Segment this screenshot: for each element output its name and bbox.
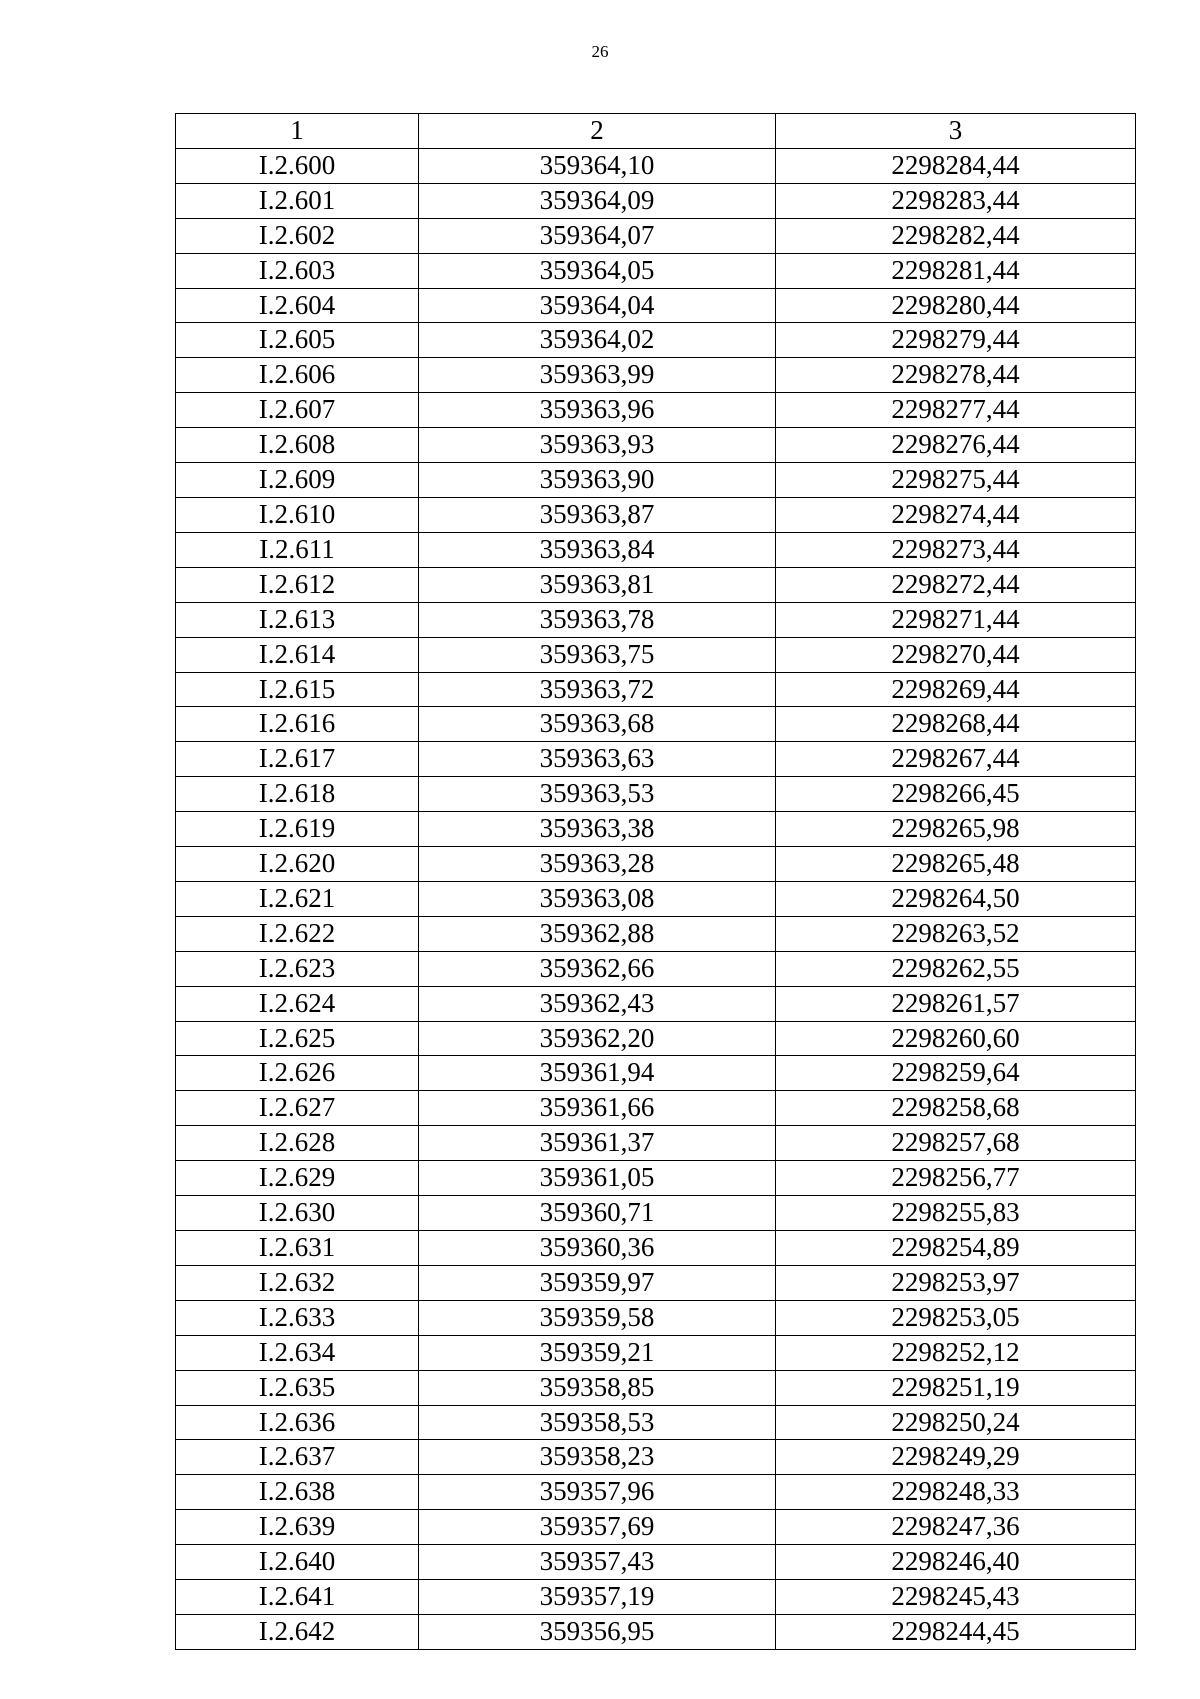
x-coordinate-cell: 359360,36 (419, 1231, 776, 1266)
x-coordinate-cell: 359362,66 (419, 951, 776, 986)
x-coordinate-cell: 359364,04 (419, 288, 776, 323)
y-coordinate-cell: 2298272,44 (776, 567, 1136, 602)
table-row (176, 986, 1136, 1021)
table-row (176, 881, 1136, 916)
point-id-cell: I.2.602 (176, 218, 419, 253)
table-row (176, 1161, 1136, 1196)
page-number: 26 (591, 42, 609, 61)
x-coordinate-cell: 359358,23 (419, 1440, 776, 1475)
column-header: 2 (419, 114, 776, 149)
point-id-cell: I.2.612 (176, 567, 419, 602)
column-header: 1 (176, 114, 419, 149)
y-coordinate-cell: 2298269,44 (776, 672, 1136, 707)
table-row (176, 1231, 1136, 1266)
table-row (176, 777, 1136, 812)
y-coordinate-cell: 2298257,68 (776, 1126, 1136, 1161)
x-coordinate-cell: 359364,10 (419, 148, 776, 183)
x-coordinate-cell: 359363,78 (419, 602, 776, 637)
point-id-cell: I.2.633 (176, 1300, 419, 1335)
point-id-cell: I.2.642 (176, 1614, 419, 1649)
point-id-cell: I.2.608 (176, 428, 419, 463)
table-row (176, 567, 1136, 602)
table-row (176, 1126, 1136, 1161)
x-coordinate-cell: 359364,05 (419, 253, 776, 288)
x-coordinate-cell: 359363,75 (419, 637, 776, 672)
x-coordinate-cell: 359363,72 (419, 672, 776, 707)
x-coordinate-cell: 359363,68 (419, 707, 776, 742)
y-coordinate-cell: 2298256,77 (776, 1161, 1136, 1196)
y-coordinate-cell: 2298264,50 (776, 881, 1136, 916)
table-row (176, 1196, 1136, 1231)
x-coordinate-cell: 359363,53 (419, 777, 776, 812)
point-id-cell: I.2.613 (176, 602, 419, 637)
table-row (176, 847, 1136, 882)
y-coordinate-cell: 2298244,45 (776, 1614, 1136, 1649)
point-id-cell: I.2.605 (176, 323, 419, 358)
point-id-cell: I.2.619 (176, 812, 419, 847)
table-row (176, 742, 1136, 777)
point-id-cell: I.2.625 (176, 1021, 419, 1056)
table-row (176, 1405, 1136, 1440)
y-coordinate-cell: 2298261,57 (776, 986, 1136, 1021)
table-row (176, 1335, 1136, 1370)
point-id-cell: I.2.610 (176, 497, 419, 532)
table-row (176, 497, 1136, 532)
x-coordinate-cell: 359362,20 (419, 1021, 776, 1056)
y-coordinate-cell: 2298266,45 (776, 777, 1136, 812)
point-id-cell: I.2.609 (176, 463, 419, 498)
point-id-cell: I.2.640 (176, 1545, 419, 1580)
table-row (176, 637, 1136, 672)
table-row (176, 1510, 1136, 1545)
table-row (176, 1580, 1136, 1615)
table-row (176, 1091, 1136, 1126)
table-row (176, 812, 1136, 847)
y-coordinate-cell: 2298253,97 (776, 1265, 1136, 1300)
x-coordinate-cell: 359364,02 (419, 323, 776, 358)
x-coordinate-cell: 359363,81 (419, 567, 776, 602)
x-coordinate-cell: 359362,43 (419, 986, 776, 1021)
table-body (176, 148, 1136, 1649)
point-id-cell: I.2.614 (176, 637, 419, 672)
x-coordinate-cell: 359361,66 (419, 1091, 776, 1126)
x-coordinate-cell: 359361,05 (419, 1161, 776, 1196)
coordinates-table (175, 113, 1136, 1650)
table-row (176, 1300, 1136, 1335)
table-row (176, 323, 1136, 358)
x-coordinate-cell: 359363,96 (419, 393, 776, 428)
y-coordinate-cell: 2298251,19 (776, 1370, 1136, 1405)
y-coordinate-cell: 2298282,44 (776, 218, 1136, 253)
point-id-cell: I.2.601 (176, 183, 419, 218)
y-coordinate-cell: 2298284,44 (776, 148, 1136, 183)
y-coordinate-cell: 2298248,33 (776, 1475, 1136, 1510)
x-coordinate-cell: 359364,09 (419, 183, 776, 218)
y-coordinate-cell: 2298252,12 (776, 1335, 1136, 1370)
point-id-cell: I.2.618 (176, 777, 419, 812)
y-coordinate-cell: 2298265,98 (776, 812, 1136, 847)
point-id-cell: I.2.604 (176, 288, 419, 323)
table-row (176, 1265, 1136, 1300)
table-row (176, 672, 1136, 707)
point-id-cell: I.2.606 (176, 358, 419, 393)
point-id-cell: I.2.628 (176, 1126, 419, 1161)
x-coordinate-cell: 359357,96 (419, 1475, 776, 1510)
point-id-cell: I.2.616 (176, 707, 419, 742)
point-id-cell: I.2.627 (176, 1091, 419, 1126)
table-row (176, 183, 1136, 218)
table-row (176, 393, 1136, 428)
x-coordinate-cell: 359364,07 (419, 218, 776, 253)
y-coordinate-cell: 2298283,44 (776, 183, 1136, 218)
table-row (176, 1440, 1136, 1475)
table-row (176, 707, 1136, 742)
x-coordinate-cell: 359357,69 (419, 1510, 776, 1545)
y-coordinate-cell: 2298254,89 (776, 1231, 1136, 1266)
y-coordinate-cell: 2298268,44 (776, 707, 1136, 742)
x-coordinate-cell: 359362,88 (419, 916, 776, 951)
y-coordinate-cell: 2298253,05 (776, 1300, 1136, 1335)
x-coordinate-cell: 359358,53 (419, 1405, 776, 1440)
x-coordinate-cell: 359357,43 (419, 1545, 776, 1580)
x-coordinate-cell: 359363,93 (419, 428, 776, 463)
point-id-cell: I.2.626 (176, 1056, 419, 1091)
y-coordinate-cell: 2298255,83 (776, 1196, 1136, 1231)
point-id-cell: I.2.636 (176, 1405, 419, 1440)
point-id-cell: I.2.617 (176, 742, 419, 777)
point-id-cell: I.2.607 (176, 393, 419, 428)
table-row (176, 1056, 1136, 1091)
point-id-cell: I.2.632 (176, 1265, 419, 1300)
table-row (176, 253, 1136, 288)
x-coordinate-cell: 359359,97 (419, 1265, 776, 1300)
y-coordinate-cell: 2298275,44 (776, 463, 1136, 498)
point-id-cell: I.2.603 (176, 253, 419, 288)
x-coordinate-cell: 359363,08 (419, 881, 776, 916)
point-id-cell: I.2.634 (176, 1335, 419, 1370)
point-id-cell: I.2.600 (176, 148, 419, 183)
x-coordinate-cell: 359360,71 (419, 1196, 776, 1231)
y-coordinate-cell: 2298265,48 (776, 847, 1136, 882)
y-coordinate-cell: 2298267,44 (776, 742, 1136, 777)
y-coordinate-cell: 2298245,43 (776, 1580, 1136, 1615)
x-coordinate-cell: 359359,58 (419, 1300, 776, 1335)
x-coordinate-cell: 359359,21 (419, 1335, 776, 1370)
y-coordinate-cell: 2298247,36 (776, 1510, 1136, 1545)
point-id-cell: I.2.630 (176, 1196, 419, 1231)
table-row (176, 463, 1136, 498)
point-id-cell: I.2.620 (176, 847, 419, 882)
y-coordinate-cell: 2298281,44 (776, 253, 1136, 288)
y-coordinate-cell: 2298270,44 (776, 637, 1136, 672)
y-coordinate-cell: 2298279,44 (776, 323, 1136, 358)
column-header: 3 (776, 114, 1136, 149)
y-coordinate-cell: 2298273,44 (776, 532, 1136, 567)
y-coordinate-cell: 2298278,44 (776, 358, 1136, 393)
table-row (176, 428, 1136, 463)
y-coordinate-cell: 2298259,64 (776, 1056, 1136, 1091)
y-coordinate-cell: 2298263,52 (776, 916, 1136, 951)
table-row (176, 602, 1136, 637)
point-id-cell: I.2.621 (176, 881, 419, 916)
y-coordinate-cell: 2298250,24 (776, 1405, 1136, 1440)
table-row (176, 1370, 1136, 1405)
table-row (176, 1545, 1136, 1580)
point-id-cell: I.2.622 (176, 916, 419, 951)
y-coordinate-cell: 2298271,44 (776, 602, 1136, 637)
point-id-cell: I.2.611 (176, 532, 419, 567)
x-coordinate-cell: 359357,19 (419, 1580, 776, 1615)
table-row (176, 218, 1136, 253)
table-row (176, 358, 1136, 393)
point-id-cell: I.2.638 (176, 1475, 419, 1510)
y-coordinate-cell: 2298249,29 (776, 1440, 1136, 1475)
table-row (176, 1475, 1136, 1510)
point-id-cell: I.2.615 (176, 672, 419, 707)
x-coordinate-cell: 359361,94 (419, 1056, 776, 1091)
x-coordinate-cell: 359361,37 (419, 1126, 776, 1161)
point-id-cell: I.2.637 (176, 1440, 419, 1475)
x-coordinate-cell: 359356,95 (419, 1614, 776, 1649)
y-coordinate-cell: 2298280,44 (776, 288, 1136, 323)
table-row (176, 1021, 1136, 1056)
y-coordinate-cell: 2298274,44 (776, 497, 1136, 532)
point-id-cell: I.2.624 (176, 986, 419, 1021)
point-id-cell: I.2.631 (176, 1231, 419, 1266)
point-id-cell: I.2.639 (176, 1510, 419, 1545)
table-row (176, 951, 1136, 986)
x-coordinate-cell: 359363,87 (419, 497, 776, 532)
table-row (176, 148, 1136, 183)
x-coordinate-cell: 359363,63 (419, 742, 776, 777)
table-header-row (176, 114, 1136, 149)
point-id-cell: I.2.623 (176, 951, 419, 986)
point-id-cell: I.2.635 (176, 1370, 419, 1405)
x-coordinate-cell: 359363,99 (419, 358, 776, 393)
point-id-cell: I.2.641 (176, 1580, 419, 1615)
y-coordinate-cell: 2298260,60 (776, 1021, 1136, 1056)
x-coordinate-cell: 359363,90 (419, 463, 776, 498)
x-coordinate-cell: 359363,84 (419, 532, 776, 567)
table-row (176, 1614, 1136, 1649)
y-coordinate-cell: 2298258,68 (776, 1091, 1136, 1126)
y-coordinate-cell: 2298246,40 (776, 1545, 1136, 1580)
table-row (176, 532, 1136, 567)
x-coordinate-cell: 359358,85 (419, 1370, 776, 1405)
y-coordinate-cell: 2298277,44 (776, 393, 1136, 428)
point-id-cell: I.2.629 (176, 1161, 419, 1196)
table-row (176, 916, 1136, 951)
x-coordinate-cell: 359363,38 (419, 812, 776, 847)
table-row (176, 288, 1136, 323)
x-coordinate-cell: 359363,28 (419, 847, 776, 882)
y-coordinate-cell: 2298276,44 (776, 428, 1136, 463)
y-coordinate-cell: 2298262,55 (776, 951, 1136, 986)
